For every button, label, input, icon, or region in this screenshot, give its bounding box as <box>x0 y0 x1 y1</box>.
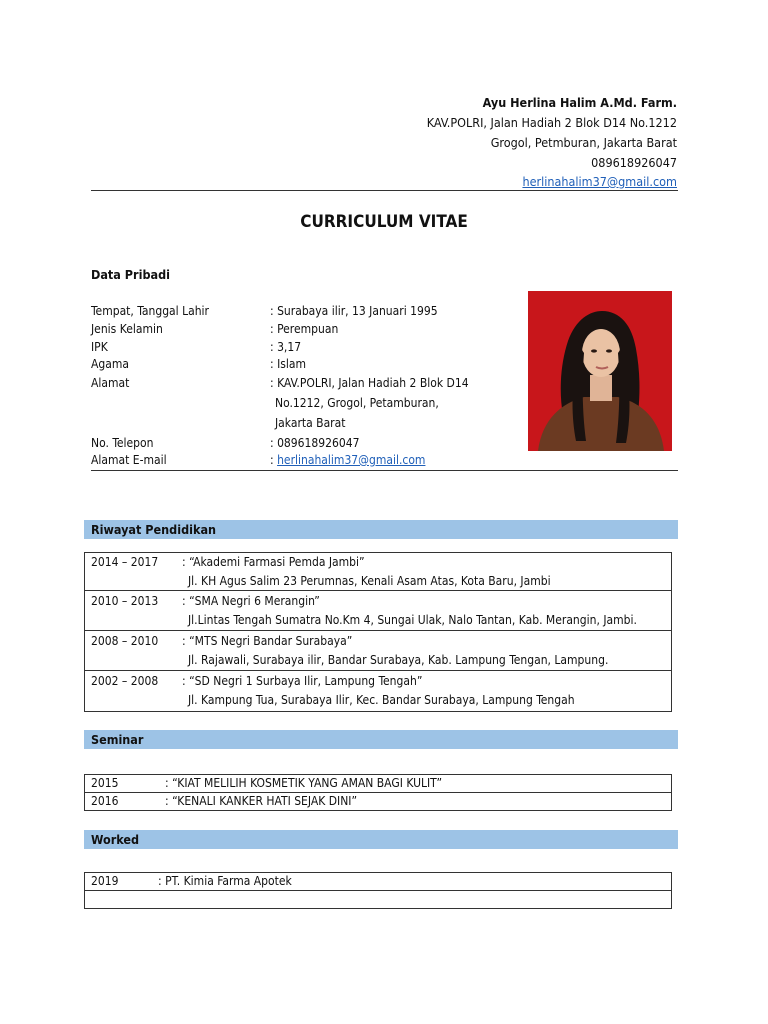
personal-label: Alamat E-mail <box>91 453 167 467</box>
education-address: Jl. Rajawali, Surabaya ilir, Bandar Surabaya, Kab. Lampung Tengan, Lampung. <box>188 653 609 667</box>
header-divider <box>91 190 678 191</box>
personal-label: Alamat <box>91 376 130 390</box>
education-years: 2002 – 2008 <box>91 674 159 688</box>
personal-value: : 089618926047 <box>270 436 360 450</box>
personal-value: : Surabaya ilir, 13 Januari 1995 <box>270 304 438 318</box>
header-name: Ayu Herlina Halim A.Md. Farm. <box>482 95 677 110</box>
page-title: CURRICULUM VITAE <box>300 212 468 232</box>
seminar-title: : “KENALI KANKER HATI SEJAK DINI” <box>165 794 358 808</box>
worked-section-bar <box>84 830 678 849</box>
worked-table <box>84 872 672 909</box>
seminar-year: 2015 <box>91 776 119 790</box>
personal-email-colon: : <box>270 453 274 467</box>
table-row <box>85 630 671 670</box>
seminar-table <box>84 774 672 811</box>
education-school: : “Akademi Farmasi Pemda Jambi” <box>182 555 365 569</box>
table-row <box>85 670 671 711</box>
header-address-line1: KAV.POLRI, Jalan Hadiah 2 Blok D14 No.1212 <box>426 115 677 130</box>
profile-photo <box>528 291 672 451</box>
education-school: : “SMA Negri 6 Merangin” <box>182 594 320 608</box>
table-row <box>85 775 671 792</box>
personal-label: Agama <box>91 357 129 371</box>
personal-email-link[interactable]: herlinahalim37@gmail.com <box>277 453 426 467</box>
personal-divider <box>91 470 678 471</box>
table-row-empty <box>85 890 671 908</box>
table-row <box>85 873 671 890</box>
header-phone: 089618926047 <box>591 155 677 170</box>
education-section-bar <box>84 520 678 539</box>
personal-value: : Perempuan <box>270 322 339 336</box>
education-school: : “MTS Negri Bandar Surabaya” <box>182 634 353 648</box>
personal-value: : KAV.POLRI, Jalan Hadiah 2 Blok D14 <box>270 376 469 390</box>
personal-value-cont: No.1212, Grogol, Petamburan, <box>275 396 439 410</box>
header-address-line2: Grogol, Petmburan, Jakarta Barat <box>490 135 677 150</box>
education-address: Jl. KH Agus Salim 23 Perumnas, Kenali Asam Atas, Kota Baru, Jambi <box>188 574 551 588</box>
seminar-heading: Seminar <box>91 732 144 747</box>
worked-heading: Worked <box>91 832 140 847</box>
personal-value-cont: Jakarta Barat <box>275 416 346 430</box>
table-row <box>85 553 671 590</box>
table-row <box>85 590 671 630</box>
personal-label: Tempat, Tanggal Lahir <box>91 304 209 318</box>
education-school: : “SD Negri 1 Surbaya Ilir, Lampung Tengah” <box>182 674 423 688</box>
education-years: 2010 – 2013 <box>91 594 159 608</box>
education-years: 2008 – 2010 <box>91 634 159 648</box>
personal-email-row <box>270 453 425 467</box>
personal-label: IPK <box>91 340 108 354</box>
personal-heading: Data Pribadi <box>91 267 170 282</box>
worked-year: 2019 <box>91 874 119 888</box>
seminar-section-bar <box>84 730 678 749</box>
header-email-link[interactable]: herlinahalim37@gmail.com <box>522 174 677 189</box>
personal-value: : 3,17 <box>270 340 302 354</box>
seminar-year: 2016 <box>91 794 119 808</box>
personal-value: : Islam <box>270 357 307 371</box>
education-years: 2014 – 2017 <box>91 555 159 569</box>
seminar-title: : “KIAT MELILIH KOSMETIK YANG AMAN BAGI KULIT” <box>165 776 443 790</box>
personal-label: Jenis Kelamin <box>91 322 163 336</box>
education-address: Jl. Kampung Tua, Surabaya Ilir, Kec. Bandar Surabaya, Lampung Tengah <box>188 693 575 707</box>
education-table <box>84 552 672 712</box>
education-heading: Riwayat Pendidikan <box>91 522 217 537</box>
table-row <box>85 792 671 810</box>
worked-place: : PT. Kimia Farma Apotek <box>158 874 292 888</box>
personal-label: No. Telepon <box>91 436 154 450</box>
education-address: Jl.Lintas Tengah Sumatra No.Km 4, Sungai Ulak, Nalo Tantan, Kab. Merangin, Jambi. <box>188 613 637 627</box>
